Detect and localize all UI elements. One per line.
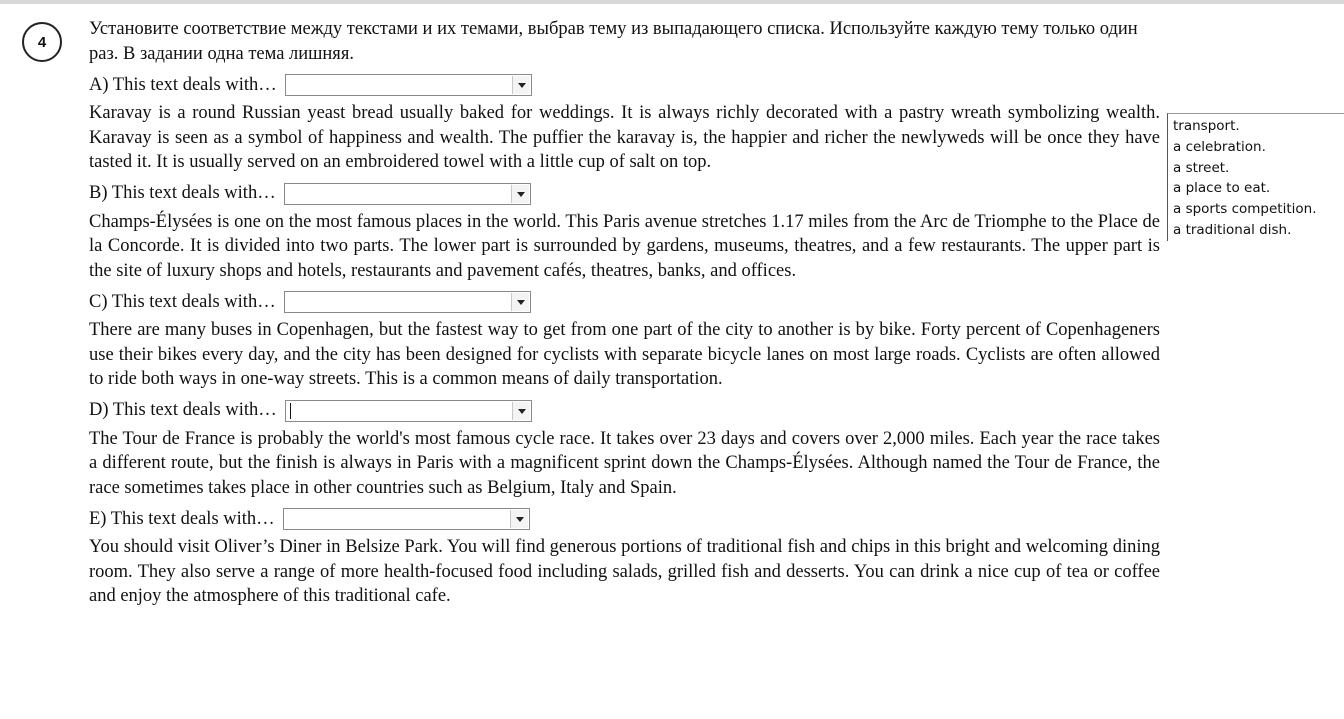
question-c-row [89, 289, 1160, 315]
text-cursor [290, 403, 291, 419]
topic-option[interactable]: transport. [1173, 118, 1240, 134]
topic-option[interactable]: a celebration. [1173, 138, 1266, 155]
text-b: Champs-Élysées is one on the most famous places in the world. This Paris avenue stretches 1.17 miles from the Arc de Triomphe to the Place de la Concorde. It is divided into two parts. The lower part is surrounded by gardens, museums, theatres, and a few restaurants. The upper part is the site of luxury shops and hotels, restaurants and pavement cafés, theatres, banks, and offices. [89, 211, 1160, 281]
question-e-label: E) This text deals with… [89, 508, 275, 529]
text-a: Karavay is a round Russian yeast bread usually baked for weddings. It is always richly decorated with a pastry wreath symbolizing wealth. Karavay is seen as a symbol of happiness and wealth. The puffier the karavay is, the happier and richer the newlyweds will be once they have tasted it. It is usually served on an embroidered towel with a little cup of salt on top. [89, 103, 1160, 172]
question-a-dropdown[interactable] [285, 74, 532, 96]
question-a-row [89, 72, 1160, 98]
question-b-dropdown[interactable] [284, 183, 531, 205]
question-d-dropdown[interactable] [285, 400, 532, 422]
task-number: 4 [37, 33, 47, 51]
question-e-dropdown[interactable] [283, 508, 530, 530]
top-edge-divider [0, 0, 1344, 4]
topic-option[interactable]: a traditional dish. [1173, 221, 1292, 238]
topic-option[interactable]: a place to eat. [1173, 180, 1271, 197]
topic-options-list [1167, 113, 1344, 241]
topic-option[interactable]: a sports competition. [1173, 201, 1317, 218]
text-d: The Tour de France is probably the world's most famous cycle race. It takes over 23 days and covers over 2,000 miles. Each year the race takes a different route, but the finish is always in Paris with a magnificent sprint down the Champs-Élysées. Although named the Tour de France, the race sometimes takes place in other countries such as Belgium, Italy and Spain. [89, 428, 1160, 498]
question-e-row [89, 506, 1160, 532]
task-instructions: Установите соответствие между текстами и их темами, выбрав тему из выпадающего списка. Используйте каждую тему только один раз. В задании одна тема лишняя. [89, 19, 1138, 64]
question-d-row [89, 398, 1160, 424]
question-b-row [89, 181, 1160, 207]
task-number-badge [22, 22, 62, 62]
topic-option[interactable]: a street. [1173, 159, 1230, 176]
text-c: There are many buses in Copenhagen, but the fastest way to get from one part of the city to another is by bike. Forty percent of Copenhageners use their bikes every day, and the city has been designed for cyclists with separate bicycle lanes on most large roads. Cyclists are often allowed to ride both ways in one-way streets. This is a common means of daily transportation. [89, 320, 1160, 389]
chevron-down-icon[interactable] [511, 293, 529, 311]
chevron-down-icon[interactable] [512, 76, 530, 94]
chevron-down-icon[interactable] [510, 510, 528, 528]
question-a-label: A) This text deals with… [89, 74, 277, 95]
chevron-down-icon[interactable] [511, 185, 529, 203]
text-e: You should visit Oliver’s Diner in Belsize Park. You will find generous portions of traditional fish and chips in this bright and welcoming dining room. They also serve a range of more health-focused food including salads, grilled fish and desserts. You can drink a nice cup of tea or coffee and enjoy the atmosphere of this traditional cafe. [89, 537, 1160, 606]
question-c-label: C) This text deals with… [89, 291, 276, 312]
question-b-label: B) This text deals with… [89, 183, 276, 204]
question-c-dropdown[interactable] [284, 291, 531, 313]
task-content [89, 17, 1160, 609]
question-d-label: D) This text deals with… [89, 400, 277, 421]
chevron-down-icon[interactable] [512, 402, 530, 420]
